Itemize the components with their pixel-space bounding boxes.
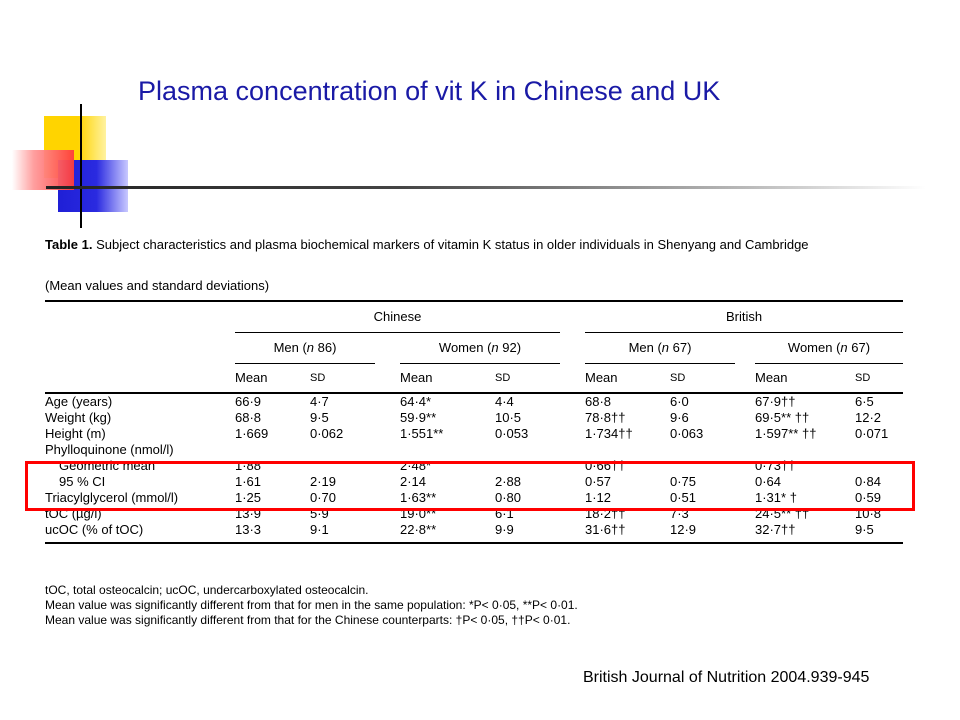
subgroup-chinese-women: Women (n 92) — [400, 333, 560, 364]
column-gap — [560, 426, 585, 442]
decor-red-square — [12, 150, 74, 190]
table-caption — [45, 236, 907, 253]
slide-title: Plasma concentration of vit K in Chinese and UK — [138, 76, 721, 106]
cell-mean — [235, 442, 310, 458]
cell-sd: 9·5 — [310, 410, 329, 425]
cell-mean: 22·8** — [400, 522, 437, 537]
cell-mean: 19·0** — [400, 506, 437, 521]
cell-mean: 1·12 — [585, 490, 612, 505]
table-row — [45, 410, 903, 426]
header-groups-row — [45, 301, 903, 333]
table-row — [45, 393, 903, 410]
table-caption-label: Table 1. — [45, 237, 93, 252]
cell-sd: 7·3 — [670, 506, 689, 521]
row-label: Weight (kg) — [45, 410, 112, 425]
column-gap — [560, 442, 585, 458]
row-label: Height (m) — [45, 426, 106, 441]
cell-sd: 0·84 — [855, 474, 882, 489]
column-gap — [375, 426, 400, 442]
column-gap — [735, 522, 755, 538]
cell-mean: 24·5** †† — [755, 506, 810, 521]
cell-sd: 0·59 — [855, 490, 882, 505]
cell-mean: 59·9** — [400, 410, 437, 425]
decor-vertical-line — [80, 104, 82, 228]
cell-mean: 31·6†† — [585, 522, 626, 537]
subgroup-british-women: Women (n 67) — [755, 333, 903, 364]
cell-mean: 1·31* † — [755, 490, 797, 505]
column-gap — [735, 426, 755, 442]
column-gap — [375, 410, 400, 426]
row-label: Phylloquinone (nmol/l) — [45, 442, 174, 457]
cell-mean: 69·5** †† — [755, 410, 810, 425]
cell-sd: 6·1 — [495, 506, 514, 521]
footnote-abbreviations: tOC, total osteocalcin; ucOC, undercarboxylated osteocalcin. — [45, 583, 369, 597]
cell-sd: 9·5 — [855, 522, 874, 537]
table-row — [45, 426, 903, 442]
cell-mean: 0·57 — [585, 474, 612, 489]
cell-sd: 10·8 — [855, 506, 882, 521]
column-gap — [560, 522, 585, 538]
header-subgroups-row — [45, 333, 903, 364]
cell-sd: 5·9 — [310, 506, 329, 521]
row-label: Geometric mean — [59, 458, 156, 473]
cell-mean: 0·64 — [755, 474, 782, 489]
column-gap — [735, 410, 755, 426]
cell-mean: 68·8 — [585, 394, 612, 409]
cell-sd: 0·063 — [670, 426, 704, 441]
cell-sd: 0·51 — [670, 490, 697, 505]
cell-mean: 13·9 — [235, 506, 262, 521]
column-gap — [735, 393, 755, 410]
col-sd: SD — [670, 372, 686, 384]
col-mean: Mean — [755, 370, 788, 385]
cell-mean: 68·8 — [235, 410, 262, 425]
cell-mean: 64·4* — [400, 394, 432, 409]
cell-sd — [310, 442, 375, 458]
cell-mean: 1·669 — [235, 426, 269, 441]
table-caption-text: Subject characteristics and plasma biochemical markers of vitamin K status in older individuals in Shenyang and Cambridge — [92, 237, 809, 252]
col-mean: Mean — [235, 370, 268, 385]
col-mean: Mean — [400, 370, 433, 385]
source-citation: British Journal of Nutrition 2004.939-945 — [583, 669, 870, 686]
table-row — [45, 522, 903, 538]
row-label: Triacylglycerol (mmol/l) — [45, 490, 179, 505]
cell-sd: 0·70 — [310, 490, 337, 505]
col-sd: SD — [310, 372, 326, 384]
cell-mean: 1·63** — [400, 490, 437, 505]
row-label: Age (years) — [45, 394, 113, 409]
cell-mean: 1·734†† — [585, 426, 633, 441]
cell-mean: 2·48* — [400, 458, 432, 473]
cell-mean: 1·88 — [235, 458, 262, 473]
cell-mean: 67·9†† — [755, 394, 796, 409]
cell-sd: 0·062 — [310, 426, 344, 441]
cell-sd: 9·9 — [495, 522, 514, 537]
group-british: British — [585, 301, 903, 333]
cell-mean — [755, 442, 855, 458]
cell-sd: 12·2 — [855, 410, 882, 425]
cell-mean — [400, 442, 495, 458]
cell-sd: 2·19 — [310, 474, 337, 489]
subgroup-british-men: Men (n 67) — [585, 333, 735, 364]
cell-mean: 1·25 — [235, 490, 262, 505]
column-gap — [375, 393, 400, 410]
cell-sd: 4·4 — [495, 394, 514, 409]
cell-sd: 9·6 — [670, 410, 689, 425]
column-gap — [375, 522, 400, 538]
cell-mean: 1·61 — [235, 474, 262, 489]
footnote-men-significance: Mean value was significantly different from that for men in the same population: *P< 0·05, **P< 0·01. — [45, 598, 578, 612]
decor-horizontal-rule — [46, 186, 926, 189]
table-subcaption: (Mean values and standard deviations) — [45, 278, 270, 293]
cell-sd: 0·071 — [855, 426, 889, 441]
cell-sd — [855, 442, 903, 458]
cell-sd: 2·88 — [495, 474, 522, 489]
cell-mean: 13·3 — [235, 522, 262, 537]
row-label: tOC (µg/l) — [45, 506, 102, 521]
cell-sd: 12·9 — [670, 522, 697, 537]
cell-sd: 0·80 — [495, 490, 522, 505]
column-gap — [560, 410, 585, 426]
cell-sd: 9·1 — [310, 522, 329, 537]
cell-sd: 0·75 — [670, 474, 697, 489]
cell-mean: 66·9 — [235, 394, 262, 409]
header-columns-row — [45, 364, 903, 394]
cell-sd: 4·7 — [310, 394, 329, 409]
table-end-rule — [45, 538, 903, 543]
cell-sd — [670, 442, 735, 458]
row-label: 95 % CI — [59, 474, 106, 489]
cell-mean: 18·2†† — [585, 506, 626, 521]
col-sd: SD — [855, 372, 871, 384]
column-gap — [560, 393, 585, 410]
cell-mean: 78·8†† — [585, 410, 626, 425]
highlight-box — [25, 461, 915, 511]
cell-mean: 1·597** †† — [755, 426, 817, 441]
cell-mean: 1·551** — [400, 426, 444, 441]
cell-sd: 10·5 — [495, 410, 522, 425]
col-sd: SD — [495, 372, 511, 384]
cell-mean: 32·7†† — [755, 522, 796, 537]
cell-mean: 0·73†† — [755, 458, 796, 473]
row-label: ucOC (% of tOC) — [45, 522, 144, 537]
footnote-chinese-significance: Mean value was significantly different from that for the Chinese counterparts: †P< 0·05, ††P< 0·01. — [45, 613, 571, 627]
table-row — [45, 442, 903, 458]
cell-sd: 0·053 — [495, 426, 529, 441]
cell-sd: 6·5 — [855, 394, 874, 409]
column-gap — [375, 442, 400, 458]
col-mean: Mean — [585, 370, 618, 385]
subgroup-chinese-men: Men (n 86) — [235, 333, 375, 364]
cell-sd — [495, 442, 560, 458]
group-chinese: Chinese — [235, 301, 560, 333]
cell-sd: 6·0 — [670, 394, 689, 409]
cell-mean: 0·66†† — [585, 458, 626, 473]
cell-mean — [585, 442, 670, 458]
column-gap — [735, 442, 755, 458]
cell-mean: 2·14 — [400, 474, 427, 489]
